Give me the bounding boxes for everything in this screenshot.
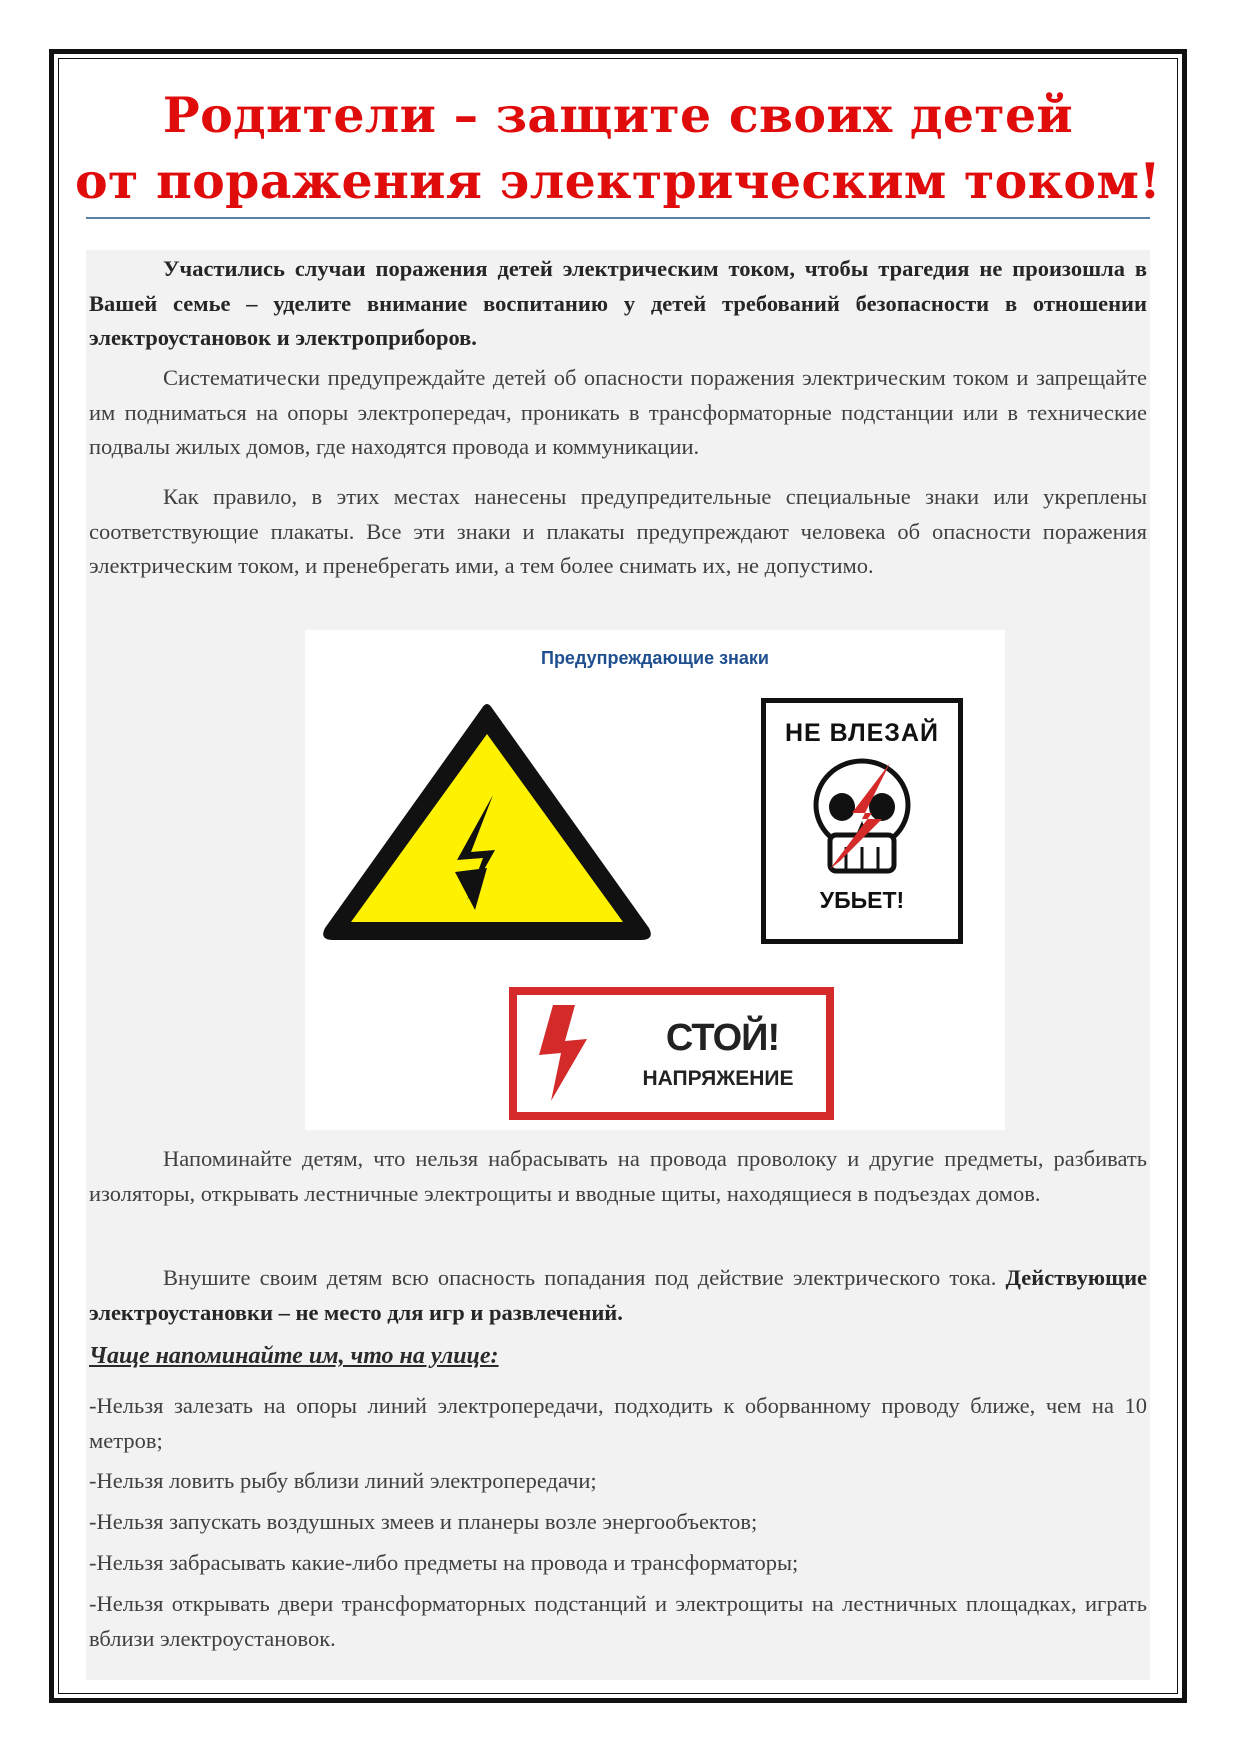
high-voltage-triangle-icon: [317, 700, 657, 950]
paragraph-reminders: Напоминайте детям, что нельзя набрасывать на провода проволоку и другие предметы, разбивать изоляторы, открывать лестничные электрощиты и вводные щиты, находящиеся в подъездах домов.: [89, 1146, 1147, 1206]
rule-item: -Нельзя ловить рыбу вблизи линий электропередачи;: [89, 1468, 597, 1493]
stop-voltage-sign: [509, 987, 834, 1120]
rule-item: -Нельзя открывать двери трансформаторных подстанций и электрощиты на лестничных площадках, играть вблизи электроустановок.: [89, 1591, 1147, 1651]
skull-icon: [806, 757, 918, 887]
stop-sign-subtitle: НАПРЯЖЕНИЕ: [642, 1067, 794, 1090]
skull-sign-top-text: НЕ ВЛЕЗАЙ: [784, 719, 939, 747]
stop-sign-title: СТОЙ!: [665, 1017, 780, 1059]
instill-bold-text: Действующие электроустановки – не место для игр и развлечений.: [89, 1265, 1148, 1325]
paragraph-warning-signs: Как правило, в этих местах нанесены предупредительные специальные знаки или укреплены соответствующие плакаты. Все эти знаки и плакаты предупреждают человека об опасности поражения электрическим током, и пренебрегать ими, а тем более снимать их, не допустимо.: [89, 484, 1147, 579]
intro-paragraph: Участились случаи поражения детей электрическим током, чтобы трагедия не произошла в Вашей семье – уделите внимание воспитанию у детей требований безопасности в отношении электроустановок и электроприборов.: [89, 256, 1147, 351]
rule-item: -Нельзя залезать на опоры линий электропередачи, подходить к оборванному проводу ближе, чем на 10 метров;: [89, 1393, 1147, 1453]
poster-title: [62, 82, 1174, 214]
title-divider: [86, 217, 1150, 219]
rule-item: -Нельзя забрасывать какие-либо предметы на провода и трансформаторы;: [89, 1550, 799, 1575]
warning-signs-image: [305, 630, 1005, 1130]
title-line-1: Родители – защите своих детей: [162, 86, 1074, 144]
instill-text: Внушите своим детям всю опасность попадания под действие электрического тока.: [163, 1265, 997, 1290]
paragraph-instill: [89, 1261, 1147, 1330]
skull-sign-bottom-text: УБЬЕТ!: [819, 887, 905, 913]
rules-heading: Чаще напоминайте им, что на улице:: [89, 1343, 499, 1369]
lightning-bolt-icon: [531, 1003, 601, 1103]
rule-item: -Нельзя запускать воздушных змеев и планеры возле энергообъектов;: [89, 1509, 758, 1534]
title-line-2: от поражения электрическим током!: [74, 152, 1161, 210]
signs-caption: Предупреждающие знаки: [541, 648, 769, 668]
paragraph-warn-children: Систематически предупреждайте детей об опасности поражения электрическим током и запрещайте им подниматься на опоры электропередач, проникать в трансформаторные подстанции или в технические подвалы жилых домов, где находятся провода и коммуникации.: [89, 365, 1147, 460]
do-not-climb-sign: [761, 698, 963, 944]
